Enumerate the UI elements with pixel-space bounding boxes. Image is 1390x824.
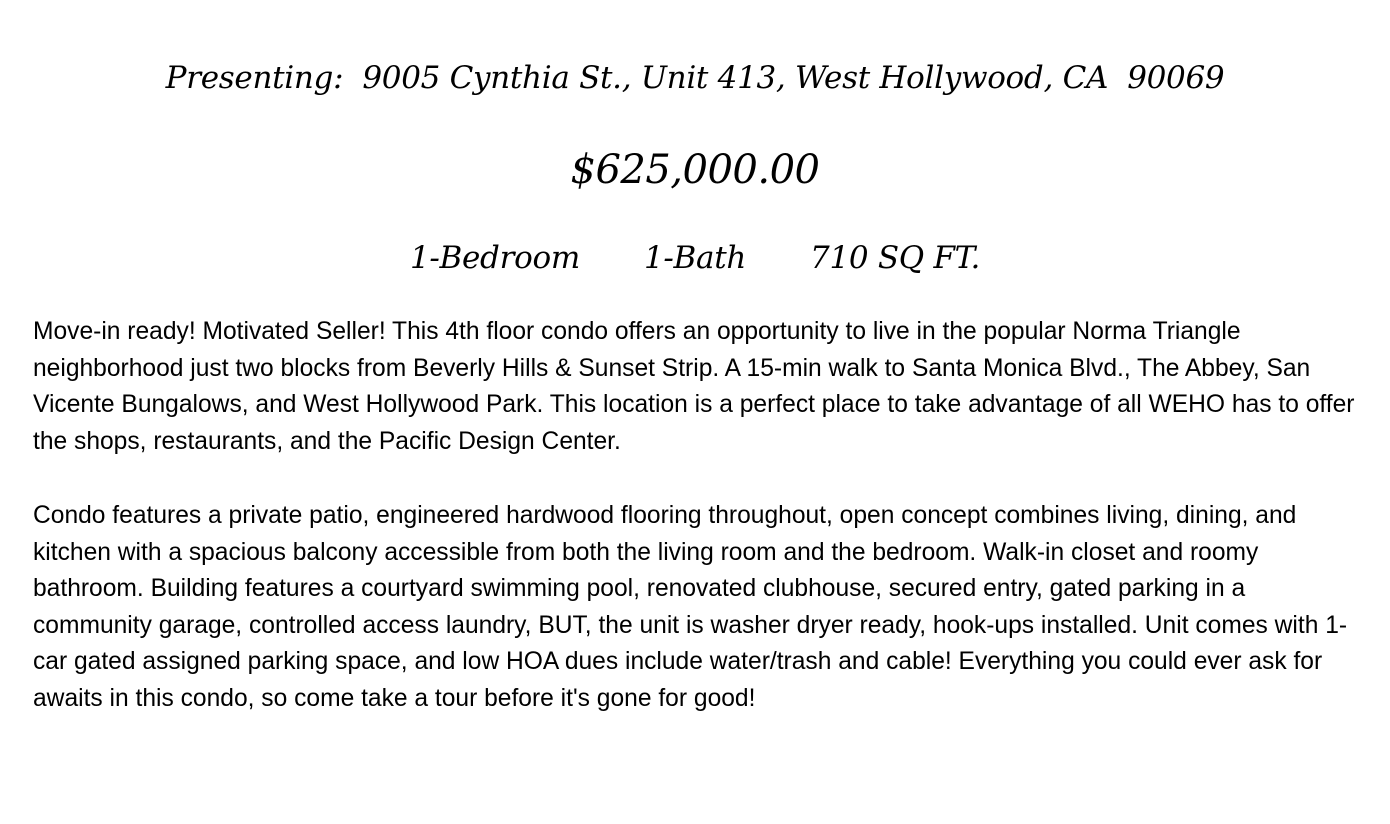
description-paragraph-features: Condo features a private patio, engineered hardwood flooring throughout, open concept combines living, dining, and kitchen with a spacious balcony accessible from both the living room and the bedroom. Walk-in closet and roomy bathroom. Building features a courtyard swimming pool, renovated clubhouse, secured entry, gated parking in a community garage, controlled access laundry, BUT, the unit is washer dryer ready, hook-ups installed. Unit comes with 1-car gated assigned parking space, and low HOA dues include water/trash and cable! Everything you could ever ask for awaits in this condo, so come take a tour before it's gone for good! xyxy=(33,502,1348,712)
listing-title: Presenting: 9005 Cynthia St., Unit 413, West Hollywood, CA 90069 xyxy=(165,60,1225,96)
bedrooms-spec: 1-Bedroom xyxy=(409,240,580,276)
listing-price: $625,000.00 xyxy=(570,147,820,193)
area-spec: 710 SQ FT. xyxy=(810,240,981,276)
baths-spec: 1-Bath xyxy=(643,240,747,276)
listing-specs xyxy=(0,236,1390,280)
description-paragraph-location: Move-in ready! Motivated Seller! This 4th floor condo offers an opportunity to live in the popular Norma Triangle neighborhood just two blocks from Beverly Hills & Sunset Strip. A 15-min walk to Santa Monica Blvd., The Abbey, San Vicente Bungalows, and West Hollywood Park. This location is a perfect place to take advantage of all WEHO has to offer the shops, restaurants, and the Pacific Design Center. xyxy=(33,318,1355,455)
